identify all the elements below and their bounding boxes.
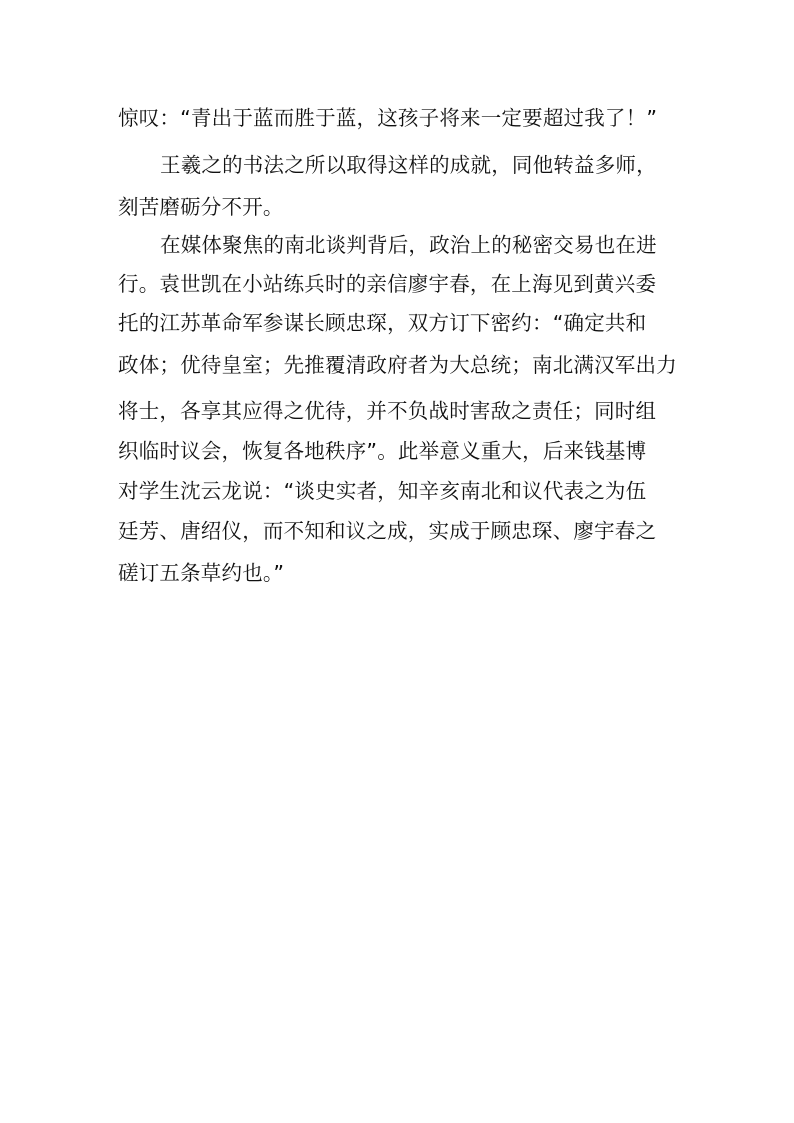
text-line-1: 惊叹：“青出于蓝而胜于蓝，这孩子将来一定要超过我了！” bbox=[118, 106, 658, 130]
text-line-7: 政体；优待皇室；先推覆清政府者为大总统；南北满汉军出力 bbox=[118, 353, 677, 377]
text-line-10: 对学生沈云龙说：“谈史实者，知辛亥南北和议代表之为伍 bbox=[118, 479, 647, 503]
text-line-12: 磋订五条草约也。” bbox=[118, 561, 285, 585]
text-line-6: 托的江苏革命军参谋长顾忠琛，双方订下密约：“确定共和 bbox=[118, 311, 647, 335]
text-line-9: 织临时议会，恢复各地秩序”。此举意义重大，后来钱基博 bbox=[118, 439, 647, 463]
text-line-3: 刻苦磨砺分不开。 bbox=[118, 195, 284, 219]
text-line-5: 行。袁世凯在小站练兵时的亲信廖宇春，在上海见到黄兴委 bbox=[118, 272, 657, 296]
text-line-2: 王羲之的书法之所以取得这样的成就，同他转益多师， bbox=[160, 153, 657, 177]
text-line-4: 在媒体聚焦的南北谈判背后，政治上的秘密交易也在进 bbox=[160, 233, 657, 257]
text-line-11: 廷芳、唐绍仪，而不知和议之成，实成于顾忠琛、廖宇春之 bbox=[118, 519, 657, 543]
text-line-8: 将士，各享其应得之优待，并不负战时害敌之责任；同时组 bbox=[118, 399, 657, 423]
